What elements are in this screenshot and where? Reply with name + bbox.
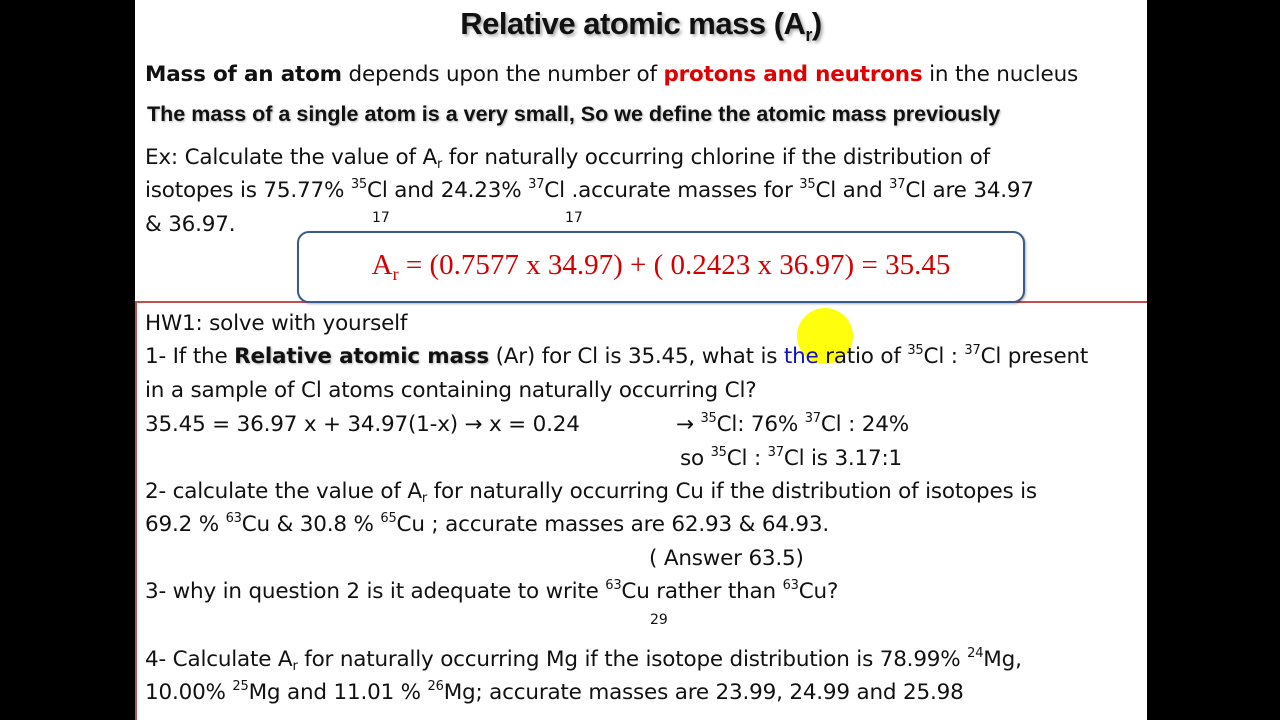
subscript: r — [292, 659, 298, 674]
mass-number: 37 — [528, 177, 545, 192]
text: Cu ; accurate masses are 62.93 & 64.93. — [396, 512, 830, 537]
title-subscript: r — [805, 25, 812, 46]
atomic-number-1: 17 — [372, 210, 390, 226]
text: Cl are 34.97 — [905, 178, 1034, 203]
text: Cl is 3.17:1 — [783, 446, 903, 471]
mass-number: 63 — [225, 511, 242, 526]
text: Cl : 24% — [820, 412, 909, 437]
letterbox-right — [1147, 0, 1280, 720]
text: 69.2 % — [145, 512, 226, 537]
text: 1- If the — [145, 344, 235, 369]
text: Cu & 30.8 % — [241, 512, 381, 537]
mass-number: 35 — [710, 445, 727, 460]
mass-number: 37 — [804, 411, 821, 426]
text: Cl : — [923, 344, 965, 369]
hw-q3 — [145, 579, 838, 604]
text: Cl present — [980, 344, 1089, 369]
formula-box — [297, 231, 1025, 303]
text: Mg, — [983, 647, 1022, 672]
slide-title — [135, 6, 1147, 46]
highlighted-word: the — [783, 344, 819, 369]
text: isotopes is 75.77% — [145, 178, 351, 203]
formula-rhs: = (0.7577 x 34.97) + ( 0.2423 x 36.97) = 35.45 — [398, 249, 951, 281]
bold-term: Relative atomic mass — [234, 344, 489, 369]
hw-q1-ratio — [680, 446, 902, 471]
intro-line-2: The mass of a single atom is a very small, So we define the atomic mass previously — [147, 102, 1001, 126]
subscript: r — [436, 157, 443, 172]
mass-number: 37 — [964, 343, 981, 358]
hw-q2-answer: ( Answer 63.5) — [649, 546, 804, 571]
letterbox-left — [0, 0, 135, 720]
example-line-2 — [145, 178, 1034, 203]
text: Cl : — [726, 446, 768, 471]
text: Cl: 76% — [716, 412, 805, 437]
slide — [135, 0, 1147, 720]
atomic-number-2: 17 — [565, 210, 583, 226]
title-close: ) — [811, 6, 822, 41]
hw-q1-line-2: in a sample of Cl atoms containing naturally occurring Cl? — [145, 378, 757, 403]
hw-q1-line-1 — [145, 344, 1088, 369]
title-text: Relative atomic mass (A — [460, 6, 806, 41]
text: so — [680, 446, 711, 471]
hw-q1-result — [676, 412, 909, 437]
mass-number: 35 — [799, 177, 816, 192]
mass-number: 63 — [782, 578, 799, 593]
mass-number: 26 — [427, 679, 444, 694]
mass-number: 37 — [767, 445, 784, 460]
formula-subscript: r — [392, 264, 399, 284]
hw-q1-work: 35.45 = 36.97 x + 34.97(1-x) → x = 0.24 — [145, 412, 580, 437]
text: 10.00% — [145, 680, 233, 705]
mass-number: 63 — [605, 578, 622, 593]
mass-number: 35 — [907, 343, 924, 358]
hw-q2-line-2 — [145, 512, 829, 537]
hw-q4-line-2 — [145, 680, 964, 705]
mass-number: 65 — [380, 511, 397, 526]
hw-q4-line-1 — [145, 647, 1022, 672]
mass-number: 37 — [889, 177, 906, 192]
intro-end: in the nucleus — [922, 62, 1079, 87]
mass-number: 35 — [700, 411, 717, 426]
mass-number: 35 — [350, 177, 368, 192]
formula — [299, 249, 1023, 282]
subscript: r — [421, 491, 428, 506]
text: Ex: Calculate the value of A — [145, 145, 437, 170]
text: for naturally occurring Cu if the distribution of isotopes is — [427, 479, 1037, 504]
text: 2- calculate the value of A — [145, 479, 422, 504]
text: 3- why in question 2 is it adequate to write — [145, 579, 606, 604]
arrow-icon: → — [676, 412, 701, 437]
text: ratio of — [818, 344, 908, 369]
hw-heading: HW1: solve with yourself — [145, 311, 408, 336]
intro-red-emphasis: protons and neutrons — [663, 62, 923, 87]
text: Cl and — [815, 178, 890, 203]
hw-q3-atomic-number: 29 — [650, 612, 668, 628]
intro-bold: Mass of an atom — [145, 62, 342, 87]
text: Mg; accurate masses are 23.99, 24.99 and 25.98 — [443, 680, 964, 705]
text: for naturally occurring Mg if the isotope distribution is 78.99% — [297, 647, 968, 672]
formula-lhs: A — [371, 249, 393, 281]
text: Cl .accurate masses for — [544, 178, 800, 203]
mass-number: 24 — [967, 646, 984, 661]
text: Cu? — [798, 579, 839, 604]
intro-mid: depends upon the number of — [341, 62, 664, 87]
text: for naturally occurring chlorine if the distribution of — [442, 145, 991, 170]
example-line-1 — [145, 145, 990, 170]
text: 4- Calculate A — [145, 647, 293, 672]
text: Cl and 24.23% — [367, 178, 529, 203]
text: Cu rather than — [621, 579, 783, 604]
example-line-3: & 36.97. — [145, 212, 236, 237]
hw-q2-line-1 — [145, 479, 1037, 504]
text: Mg and 11.01 % — [248, 680, 428, 705]
intro-line-1 — [145, 62, 1078, 87]
text: (Ar) for Cl is 35.45, what is — [488, 344, 784, 369]
mass-number: 25 — [232, 679, 249, 694]
